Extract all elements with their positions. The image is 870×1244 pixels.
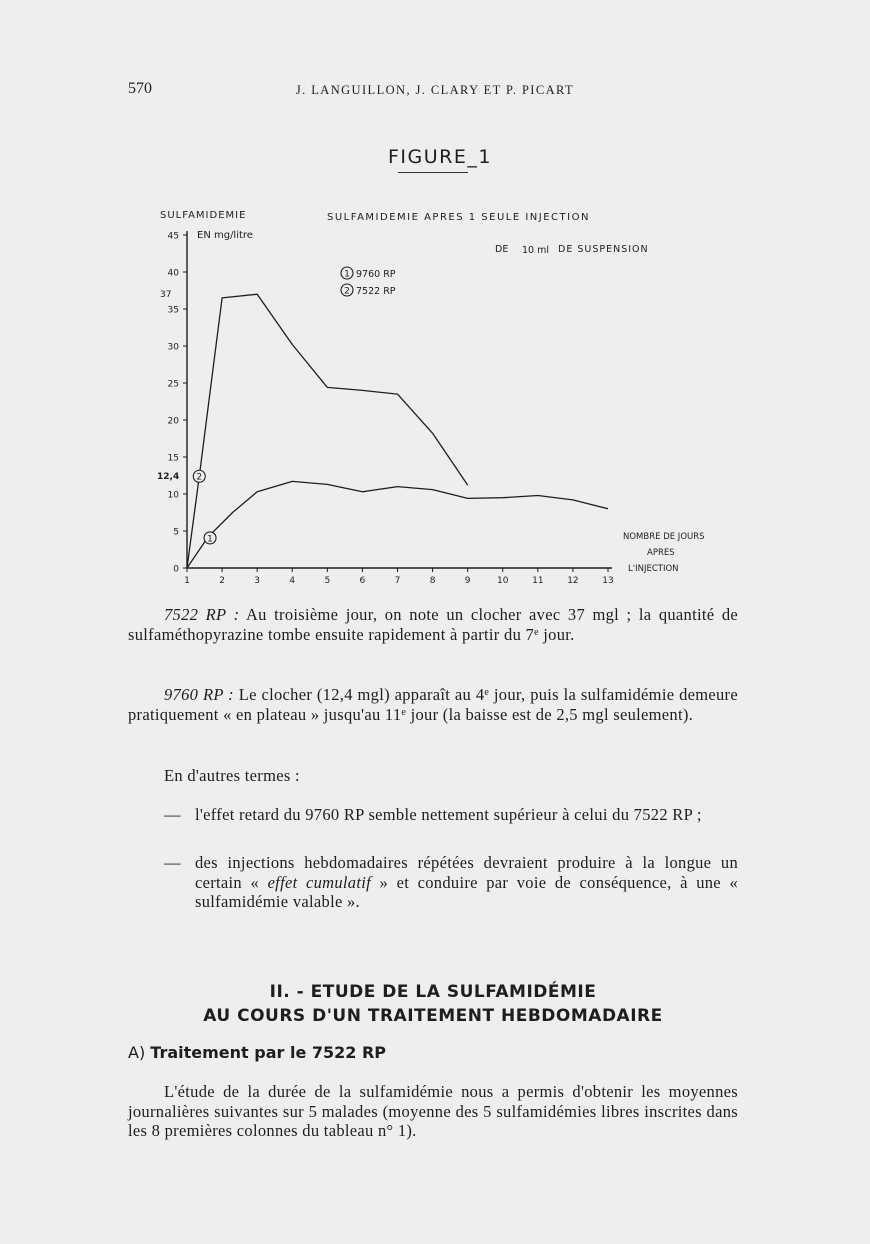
x-tick-label: 13 bbox=[602, 576, 614, 586]
x-tick-label: 9 bbox=[464, 576, 471, 586]
legend-series-1: 9760 RP bbox=[356, 269, 396, 280]
subsection-prefix: A) bbox=[128, 1043, 146, 1062]
series-line-1 bbox=[187, 481, 608, 568]
axes bbox=[157, 231, 614, 586]
paragraph-7522-lead: 7522 RP : bbox=[164, 605, 240, 624]
bullet-item-2-text bbox=[195, 853, 738, 912]
paragraph-9760-lead: 9760 RP : bbox=[164, 685, 234, 704]
paragraph-7522 bbox=[128, 605, 738, 644]
x-tick-label: 2 bbox=[219, 576, 225, 586]
y-tick-label: 30 bbox=[167, 342, 179, 353]
x-tick-label: 3 bbox=[254, 576, 261, 586]
x-tick-label: 6 bbox=[359, 576, 366, 586]
x-tick-label: 12 bbox=[567, 576, 579, 586]
paragraph-other-terms: En d'autres termes : bbox=[164, 766, 300, 785]
y-tick-label: 15 bbox=[167, 453, 179, 464]
paragraph-9760 bbox=[128, 685, 738, 724]
y-axis-unit: EN mg/litre bbox=[197, 230, 253, 241]
x-tick-label: 11 bbox=[532, 576, 544, 586]
sulfamidemia-line-chart bbox=[150, 200, 705, 595]
x-axis-label-line2: APRES bbox=[647, 548, 675, 558]
paragraph-7522-text: Au troisième jour, on note un clocher avec 37 mgl ; la quantité de sulfaméthopyrazine tombe ensuite rapidement à partir du 7 bbox=[128, 605, 739, 644]
y-tick-label: 35 bbox=[167, 305, 179, 316]
paragraph-9760-sup-1: e bbox=[484, 687, 490, 698]
paragraph-9760-text-c: jour (la baisse est de 2,5 mgl seulement). bbox=[406, 704, 694, 724]
subsection-heading bbox=[128, 1043, 386, 1062]
series-line-2 bbox=[187, 294, 468, 568]
legend-marker-2-label: 2 bbox=[344, 286, 350, 297]
figure-title-underline bbox=[398, 172, 468, 173]
legend-series-2: 7522 RP bbox=[356, 286, 396, 297]
paragraph-7522-tail: jour. bbox=[538, 624, 575, 644]
y-tick-label: 10 bbox=[167, 490, 179, 501]
y-tick-label: 40 bbox=[167, 268, 179, 279]
subsection-title: Traitement par le 7522 RP bbox=[150, 1043, 387, 1062]
series-1-marker-label: 1 bbox=[207, 534, 213, 545]
y-tick-label: 0 bbox=[173, 564, 179, 575]
x-tick-label: 10 bbox=[497, 576, 509, 586]
y-tick-label: 25 bbox=[167, 379, 179, 390]
bullet-dash: — bbox=[164, 805, 181, 824]
bullet-item-2-italic: effet cumulatif bbox=[267, 872, 372, 892]
x-axis-label-line3: L'INJECTION bbox=[628, 564, 679, 574]
running-head: J. LANGUILLON, J. CLARY ET P. PICART bbox=[295, 83, 575, 97]
page-number: 570 bbox=[128, 80, 152, 97]
legend-marker-1-label: 1 bbox=[344, 269, 350, 280]
paragraph-9760-text-b: jour, puis la sulfamidémie demeure pratiquement « en plateau » jusqu'au 11 bbox=[128, 685, 738, 724]
bullet-item-1-text: l'effet retard du 9760 RP semble nettement supérieur à celui du 7522 RP ; bbox=[195, 805, 702, 824]
x-tick-label: 8 bbox=[429, 576, 436, 586]
y-tick-label: 5 bbox=[173, 527, 179, 538]
x-axis-label-line1: NOMBRE DE JOURS bbox=[623, 532, 705, 542]
x-tick-label: 5 bbox=[324, 576, 331, 586]
chart-subtitle-de: DE bbox=[495, 244, 509, 255]
figure-title: FIGURE_1 bbox=[388, 146, 492, 168]
section-heading-line1: II. - ETUDE DE LA SULFAMIDÉMIE bbox=[269, 982, 597, 1002]
bullet-dash: — bbox=[164, 853, 181, 872]
legend bbox=[341, 267, 396, 297]
section-heading bbox=[128, 980, 738, 1028]
annotation-37: 37 bbox=[160, 290, 172, 301]
series-lines bbox=[187, 294, 608, 568]
bullet-item-2-text-a: des injections hebdomadaires répétées devraient produire à la longue un certain « bbox=[195, 853, 738, 892]
section-heading-line2: AU COURS D'UN TRAITEMENT HEBDOMADAIRE bbox=[203, 1006, 663, 1026]
chart-subtitle-rest: DE SUSPENSION bbox=[558, 244, 649, 255]
paragraph-9760-text-a: Le clocher (12,4 mgl) apparaît au 4 bbox=[233, 685, 485, 704]
x-tick-label: 1 bbox=[184, 576, 190, 586]
y-tick-label: 45 bbox=[167, 231, 179, 242]
bullet-item-2-text-b: » et conduire par voie de conséquence, à une « sulfamidémie valable ». bbox=[195, 872, 738, 911]
y-axis-label: SULFAMIDEMIE bbox=[160, 210, 247, 221]
y-tick-label: 20 bbox=[167, 416, 179, 427]
bullet-item-2 bbox=[128, 853, 738, 912]
annotation-12-4: 12,4 bbox=[157, 472, 180, 483]
series-2-marker-label: 2 bbox=[196, 472, 203, 483]
chart-subtitle-qty: 10 ml bbox=[522, 245, 550, 256]
paragraph-9760-sup-2: e bbox=[401, 706, 407, 718]
x-tick-label: 7 bbox=[394, 576, 401, 586]
x-tick-label: 4 bbox=[289, 576, 296, 586]
chart-title: SULFAMIDEMIE APRES 1 SEULE INJECTION bbox=[327, 212, 590, 223]
paragraph-7522-sup: e bbox=[534, 626, 539, 638]
bullet-item-1 bbox=[128, 805, 738, 825]
paragraph-study-duration: L'étude de la durée de la sulfamidémie nous a permis d'obtenir les moyennes journalières suivantes sur 5 malades (moyenne des 5 sulfamidémies libres inscrites dans les 8 premières colonnes du tableau n° 1). bbox=[128, 1082, 738, 1140]
